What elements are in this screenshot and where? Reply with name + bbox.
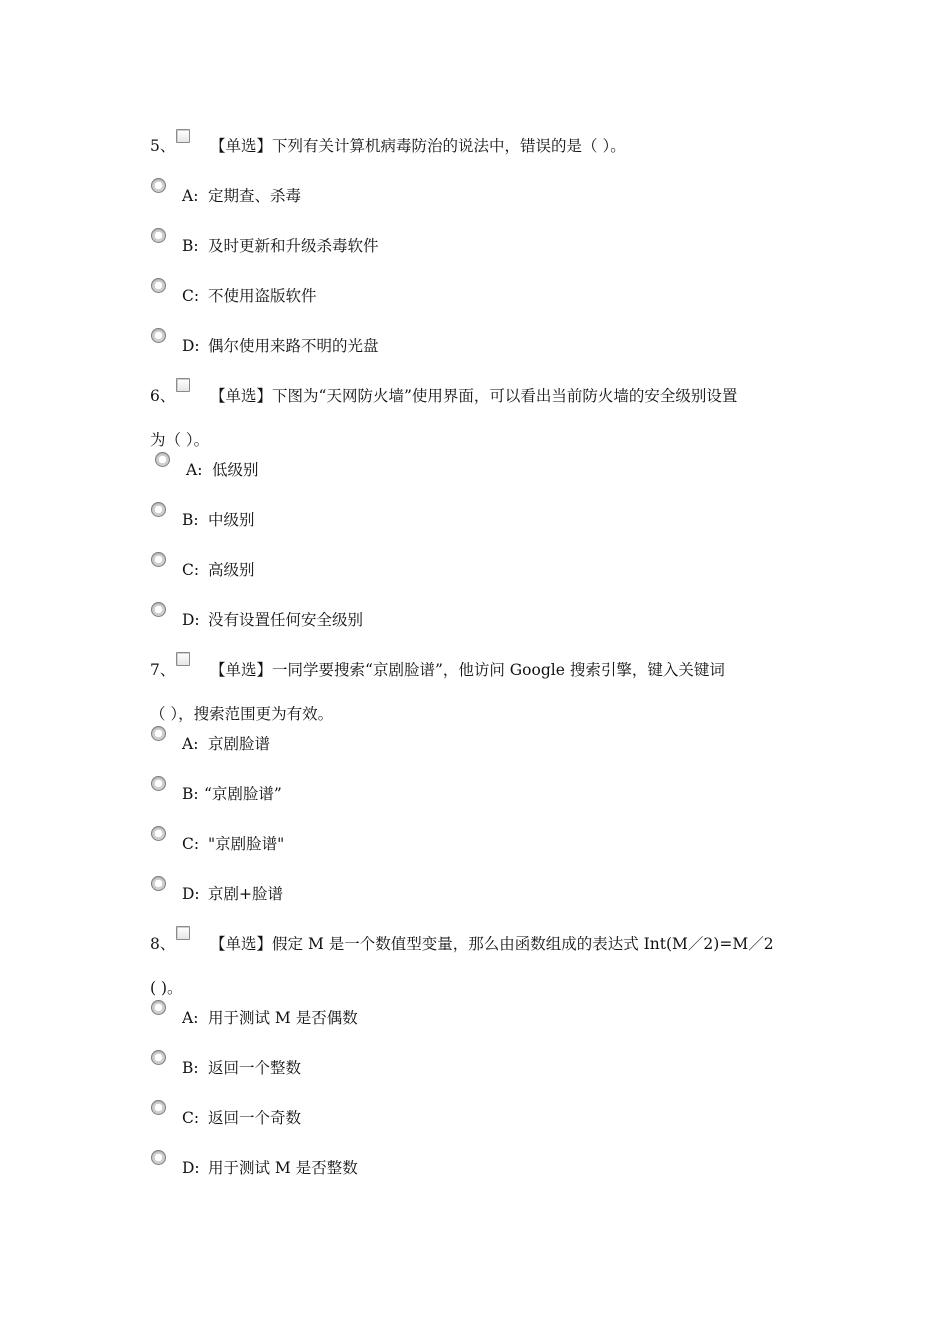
option-letter: A: (186, 461, 203, 479)
option-a (186, 458, 259, 480)
option-b-radio[interactable] (151, 502, 166, 517)
option-text: "京剧脸谱" (208, 835, 285, 853)
option-text: 返回一个整数 (208, 1059, 302, 1077)
option-d (182, 334, 379, 356)
question-checkbox[interactable] (176, 378, 190, 392)
option-d (182, 1156, 358, 1178)
option-b (182, 1056, 301, 1078)
option-a (182, 1006, 358, 1028)
option-d (182, 608, 363, 630)
option-b (182, 782, 282, 804)
option-c (182, 558, 255, 580)
option-letter: B: (182, 785, 199, 803)
question-checkbox[interactable] (176, 652, 190, 666)
option-d (182, 882, 283, 904)
option-text: “京剧脸谱” (204, 785, 282, 803)
option-letter: D: (182, 337, 200, 355)
option-b-radio[interactable] (151, 776, 166, 791)
option-c (182, 1106, 301, 1128)
option-d-radio[interactable] (151, 1150, 166, 1165)
option-a-radio[interactable] (151, 178, 166, 193)
question-number: 7、 (150, 661, 176, 679)
option-c-radio[interactable] (151, 278, 166, 293)
option-text: 京剧+脸谱 (208, 885, 283, 903)
option-letter: D: (182, 885, 200, 903)
option-d-radio[interactable] (151, 876, 166, 891)
option-text: 返回一个奇数 (208, 1109, 302, 1127)
question-checkbox[interactable] (176, 926, 190, 940)
option-text: 用于测试 M 是否整数 (208, 1159, 358, 1177)
option-letter: A: (182, 735, 199, 753)
option-letter: B: (182, 511, 199, 529)
option-text: 京剧脸谱 (208, 735, 271, 753)
option-text: 偶尔使用来路不明的光盘 (208, 337, 379, 355)
option-text: 没有设置任何安全级别 (208, 611, 364, 629)
option-b (182, 508, 255, 530)
option-letter: C: (182, 835, 200, 853)
question-text-line2: （ ），搜索范围更为有效。 (150, 705, 334, 723)
option-d-radio[interactable] (151, 602, 166, 617)
question-text (210, 134, 626, 156)
question-number: 8、 (150, 935, 176, 953)
question-text (210, 384, 737, 406)
question-text-line1: 下图为“天网防火墙”使用界面，可以看出当前防火墙的安全级别设置 (272, 387, 738, 405)
option-b-radio[interactable] (151, 228, 166, 243)
question-text-line1: 假定 M 是一个数值型变量，那么由函数组成的表达式 Int(M／2)=M／2 (272, 935, 774, 953)
option-c-radio[interactable] (151, 552, 166, 567)
option-letter: A: (182, 1009, 199, 1027)
option-letter: C: (182, 1109, 200, 1127)
option-c (182, 832, 284, 854)
option-letter: A: (182, 187, 199, 205)
option-letter: C: (182, 561, 200, 579)
question-number: 6、 (150, 387, 176, 405)
question-text-line2: ( )。 (150, 979, 183, 997)
option-c-radio[interactable] (151, 826, 166, 841)
option-b (182, 234, 379, 256)
option-a (182, 732, 270, 754)
option-text: 中级别 (208, 511, 255, 529)
option-text: 及时更新和升级杀毒软件 (208, 237, 379, 255)
option-letter: C: (182, 287, 200, 305)
question-text-line1: 一同学要搜索“京剧脸谱”，他访问 Google 搜索引擎，键入关键词 (272, 661, 725, 679)
option-b-radio[interactable] (151, 1050, 166, 1065)
option-text: 不使用盗版软件 (208, 287, 317, 305)
question-type-tag: 【单选】 (210, 935, 273, 953)
option-a-radio[interactable] (151, 1000, 166, 1015)
option-c (182, 284, 317, 306)
option-d-radio[interactable] (151, 328, 166, 343)
question-type-tag: 【单选】 (210, 387, 273, 405)
option-letter: D: (182, 611, 200, 629)
option-a-radio[interactable] (151, 726, 166, 741)
option-a-radio[interactable] (155, 452, 170, 467)
question-number: 5、 (150, 137, 176, 155)
question-text (210, 932, 774, 954)
option-c-radio[interactable] (151, 1100, 166, 1115)
question-text (210, 658, 725, 680)
option-letter: B: (182, 1059, 199, 1077)
option-text: 定期查、杀毒 (208, 187, 302, 205)
option-text: 高级别 (208, 561, 255, 579)
option-letter: D: (182, 1159, 200, 1177)
option-text: 低级别 (212, 461, 259, 479)
option-a (182, 184, 301, 206)
question-text-line2: 为（ ）。 (150, 431, 210, 449)
question-type-tag: 【单选】 (210, 661, 273, 679)
question-type-tag: 【单选】 (210, 137, 273, 155)
question-checkbox[interactable] (176, 129, 190, 143)
question-text-line1: 下列有关计算机病毒防治的说法中，错误的是（ ）。 (272, 137, 626, 155)
option-letter: B: (182, 237, 199, 255)
option-text: 用于测试 M 是否偶数 (208, 1009, 358, 1027)
